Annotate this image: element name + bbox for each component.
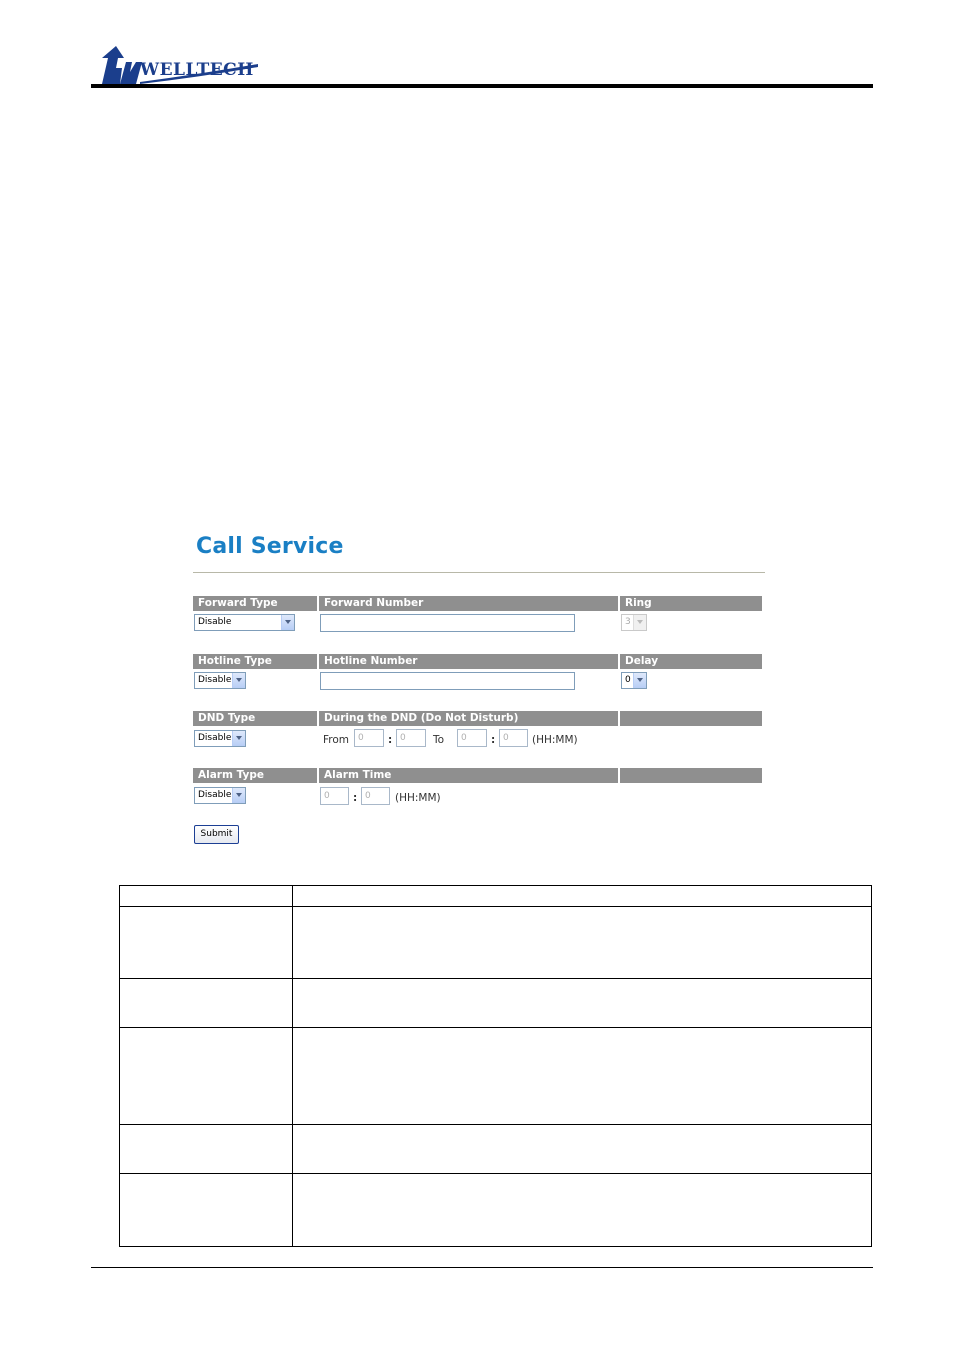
table-cell [120, 907, 293, 979]
alarm-empty-header [620, 768, 762, 783]
table-row [120, 1174, 872, 1247]
forward-type-select[interactable] [194, 614, 295, 631]
ring-header: Ring [620, 596, 762, 611]
table-cell [293, 1174, 872, 1247]
time-colon: : [353, 792, 358, 804]
hotline-type-select[interactable] [194, 672, 246, 689]
header-rule [91, 84, 873, 88]
alarm-time-header: Alarm Time [319, 768, 618, 783]
dnd-from-minute-input[interactable]: 0 [396, 729, 426, 747]
forward-number-header: Forward Number [319, 596, 618, 611]
table-cell [120, 979, 293, 1028]
delay-select[interactable] [621, 672, 647, 689]
chevron-down-icon [232, 788, 245, 803]
table-cell [293, 1028, 872, 1125]
call-service-panel [193, 534, 765, 854]
alarm-type-header: Alarm Type [193, 768, 317, 783]
footer-rule [91, 1267, 873, 1268]
chevron-down-icon [232, 673, 245, 688]
time-colon: : [388, 734, 393, 746]
chevron-down-icon [281, 615, 294, 630]
parameter-table [119, 885, 872, 1247]
table-row [120, 1028, 872, 1125]
page-title: Call Service [196, 534, 344, 559]
table-row [120, 979, 872, 1028]
dnd-empty-header [620, 711, 762, 726]
dnd-type-select[interactable] [194, 730, 246, 747]
chevron-down-icon [633, 673, 646, 688]
table-cell [120, 1125, 293, 1174]
hotline-type-header: Hotline Type [193, 654, 317, 669]
table-cell [293, 1125, 872, 1174]
table-cell [120, 1028, 293, 1125]
table-row [120, 1125, 872, 1174]
table-cell [293, 886, 872, 907]
table-row [120, 907, 872, 979]
dnd-from-hour-input[interactable]: 0 [354, 729, 384, 747]
dnd-type-value: Disable [198, 733, 232, 743]
alarm-minute-input[interactable]: 0 [361, 787, 390, 805]
table-cell [120, 1174, 293, 1247]
dnd-to-label: To [433, 734, 445, 746]
dnd-to-minute-input[interactable]: 0 [499, 729, 528, 747]
hotline-type-value: Disable [198, 675, 232, 685]
forward-type-header: Forward Type [193, 596, 317, 611]
welltech-logo [100, 44, 260, 86]
table-header-row [120, 886, 872, 907]
ring-value: 3 [625, 617, 631, 627]
brand-name: WELLTECH [140, 60, 254, 80]
hotline-number-header: Hotline Number [319, 654, 618, 669]
time-colon: : [491, 734, 496, 746]
dnd-time-format: (HH:MM) [532, 734, 578, 746]
table-cell [293, 979, 872, 1028]
dnd-period-header: During the DND (Do Not Disturb) [319, 711, 618, 726]
alarm-type-select[interactable] [194, 787, 246, 804]
alarm-type-value: Disable [198, 790, 232, 800]
title-divider [193, 572, 765, 573]
submit-button[interactable]: Submit [194, 825, 239, 844]
hotline-number-input[interactable] [320, 672, 575, 690]
dnd-to-hour-input[interactable]: 0 [457, 729, 487, 747]
alarm-time-format: (HH:MM) [395, 792, 441, 804]
table-cell [293, 907, 872, 979]
table-cell [120, 886, 293, 907]
ring-select[interactable] [621, 614, 647, 631]
dnd-from-label: From [323, 734, 350, 746]
chevron-down-icon [633, 615, 646, 630]
delay-value: 0 [625, 675, 631, 685]
delay-header: Delay [620, 654, 762, 669]
dnd-type-header: DND Type [193, 711, 317, 726]
alarm-hour-input[interactable]: 0 [320, 787, 349, 805]
forward-type-value: Disable [198, 617, 232, 627]
chevron-down-icon [232, 731, 245, 746]
forward-number-input[interactable] [320, 614, 575, 632]
